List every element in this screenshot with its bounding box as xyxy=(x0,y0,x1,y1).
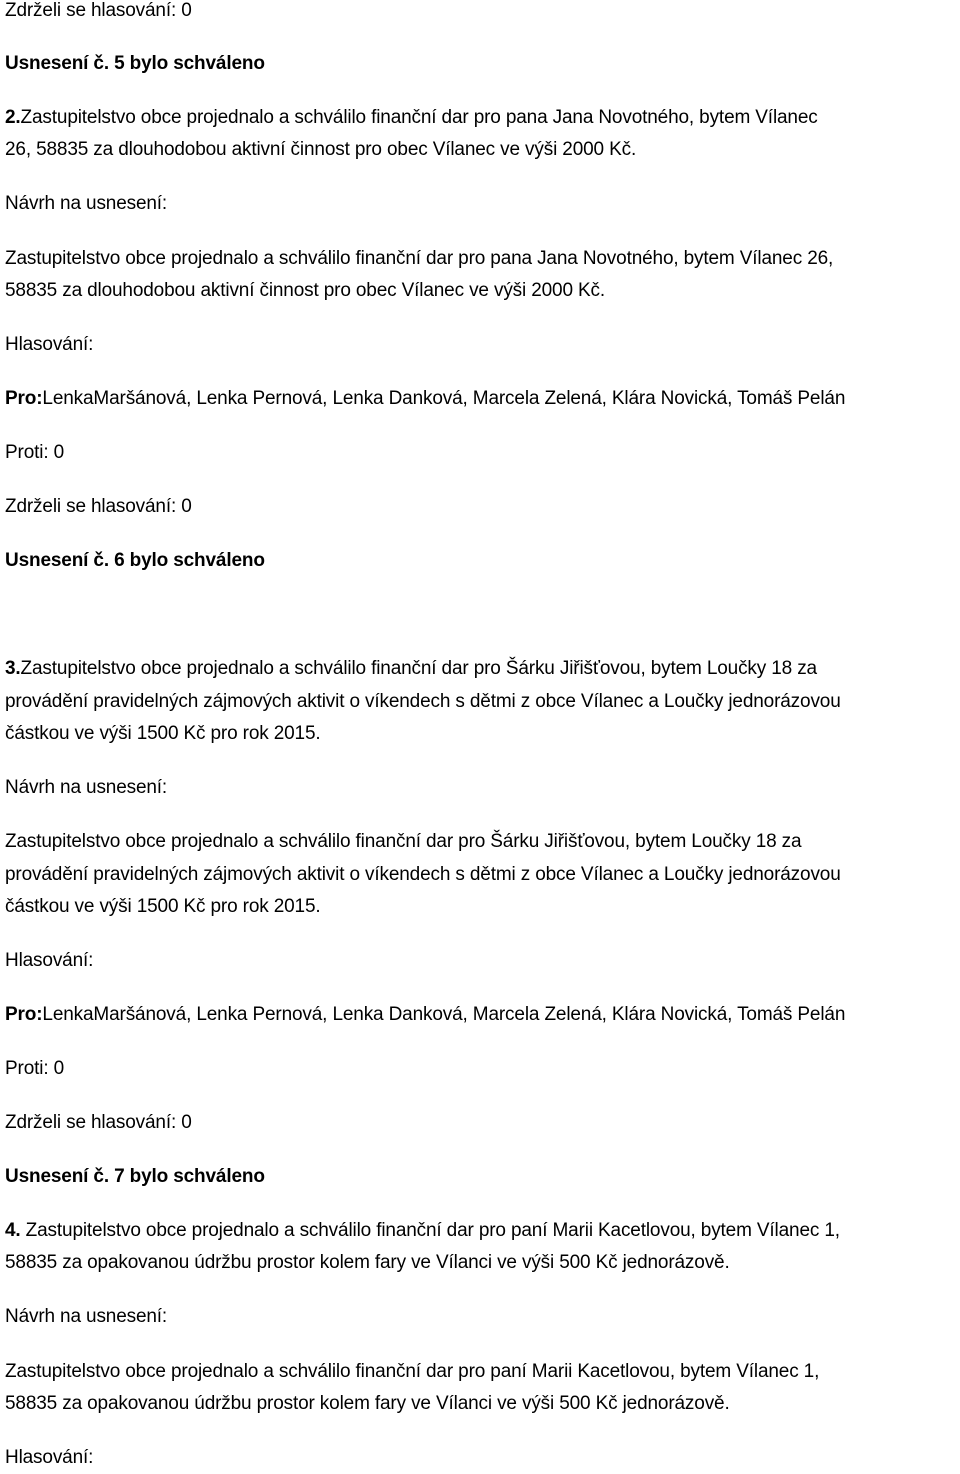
text-run: LenkaMaršánová, Lenka Pernová, Lenka Danková, Marcela Zelená, Klára Novická, Tomáš Pelán xyxy=(42,388,846,409)
text-run: 58835 za dlouhodobou aktivní činnost pro obec Vílanec ve výši 2000 Kč. xyxy=(5,280,606,301)
text-run: Zastupitelstvo obce projednalo a schválilo finanční dar pro paní Marii Kacetlovou, bytem Vílanec 1, xyxy=(20,1220,840,1241)
abstain-count-line xyxy=(5,491,192,523)
item-4-proposal-text-cont xyxy=(5,1388,730,1420)
item-3-description-end xyxy=(5,718,321,750)
text-run: Zdrželi se hlasování: 0 xyxy=(5,0,192,21)
text-run: LenkaMaršánová, Lenka Pernová, Lenka Danková, Marcela Zelená, Klára Novická, Tomáš Pelán xyxy=(42,1004,846,1025)
bold-text-run: 3. xyxy=(5,658,21,679)
bold-text-run: 2. xyxy=(5,107,21,128)
text-run: částkou ve výši 1500 Kč pro rok 2015. xyxy=(5,896,321,917)
proposal-heading xyxy=(5,772,167,804)
voting-heading xyxy=(5,1442,93,1474)
votes-against-line xyxy=(5,437,64,469)
text-run: provádění pravidelných zájmových aktivit o víkendech s dětmi z obce Vílanec a Loučky jednorázovou xyxy=(5,864,841,885)
item-2-proposal-text xyxy=(5,243,833,275)
text-run: Proti: 0 xyxy=(5,1058,64,1079)
resolution-5-approved xyxy=(5,48,265,80)
proposal-heading xyxy=(5,1301,167,1333)
text-run: Proti: 0 xyxy=(5,442,64,463)
bold-text-run: Usnesení č. 5 bylo schváleno xyxy=(5,53,265,74)
abstain-count-line xyxy=(5,0,192,27)
votes-against-line xyxy=(5,1053,64,1085)
abstain-count-line xyxy=(5,1107,192,1139)
text-run: Zastupitelstvo obce projednalo a schválilo finanční dar pro paní Marii Kacetlovou, bytem Vílanec 1, xyxy=(5,1361,820,1382)
item-3-description xyxy=(5,653,817,685)
resolution-7-approved xyxy=(5,1161,265,1193)
proposal-heading xyxy=(5,188,167,220)
item-4-description xyxy=(5,1215,840,1247)
text-run: Zdrželi se hlasování: 0 xyxy=(5,496,192,517)
text-run: částkou ve výši 1500 Kč pro rok 2015. xyxy=(5,723,321,744)
text-run: 26, 58835 za dlouhodobou aktivní činnost pro obec Vílanec ve výši 2000 Kč. xyxy=(5,139,637,160)
bold-text-run: Pro: xyxy=(5,1004,43,1025)
bold-text-run: Usnesení č. 7 bylo schváleno xyxy=(5,1166,265,1187)
text-run: Návrh na usnesení: xyxy=(5,193,168,214)
text-run: Návrh na usnesení: xyxy=(5,777,168,798)
text-run: Zastupitelstvo obce projednalo a schválilo finanční dar pro Šárku Jiřišťovou, bytem Loučky 18 za xyxy=(5,831,802,852)
item-3-proposal-text xyxy=(5,826,801,858)
text-run: Hlasování: xyxy=(5,334,94,355)
text-run: Zastupitelstvo obce projednalo a schválilo finanční dar pro pana Jana Novotného, bytem Vílanec xyxy=(20,107,818,128)
text-run: Hlasování: xyxy=(5,950,94,971)
text-run: Zdrželi se hlasování: 0 xyxy=(5,1112,192,1133)
item-4-proposal-text xyxy=(5,1356,819,1388)
text-run: Zastupitelstvo obce projednalo a schválilo finanční dar pro Šárku Jiřišťovou, bytem Loučky 18 za xyxy=(20,658,817,679)
bold-text-run: Usnesení č. 6 bylo schváleno xyxy=(5,550,265,571)
item-2-description xyxy=(5,102,818,134)
text-run: Zastupitelstvo obce projednalo a schválilo finanční dar pro pana Jana Novotného, bytem Vílanec 26, xyxy=(5,248,834,269)
item-4-description-cont xyxy=(5,1247,730,1279)
item-2-proposal-text-cont xyxy=(5,275,605,307)
item-3-description-cont xyxy=(5,686,841,718)
text-run: 58835 za opakovanou údržbu prostor kolem fary ve Vílanci ve výši 500 Kč jednorázově. xyxy=(5,1252,730,1273)
item-3-proposal-text-cont xyxy=(5,859,841,891)
bold-text-run: 4. xyxy=(5,1220,21,1241)
votes-for-line xyxy=(5,383,845,415)
resolution-6-approved xyxy=(5,545,265,577)
text-run: 58835 za opakovanou údržbu prostor kolem fary ve Vílanci ve výši 500 Kč jednorázově. xyxy=(5,1393,730,1414)
text-run: Hlasování: xyxy=(5,1447,94,1468)
item-3-proposal-text-end xyxy=(5,891,321,923)
text-run: provádění pravidelných zájmových aktivit o víkendech s dětmi z obce Vílanec a Loučky jednorázovou xyxy=(5,691,841,712)
item-2-description-cont xyxy=(5,134,636,166)
voting-heading xyxy=(5,329,93,361)
votes-for-line xyxy=(5,999,845,1031)
bold-text-run: Pro: xyxy=(5,388,43,409)
voting-heading xyxy=(5,945,93,977)
text-run: Návrh na usnesení: xyxy=(5,1306,168,1327)
